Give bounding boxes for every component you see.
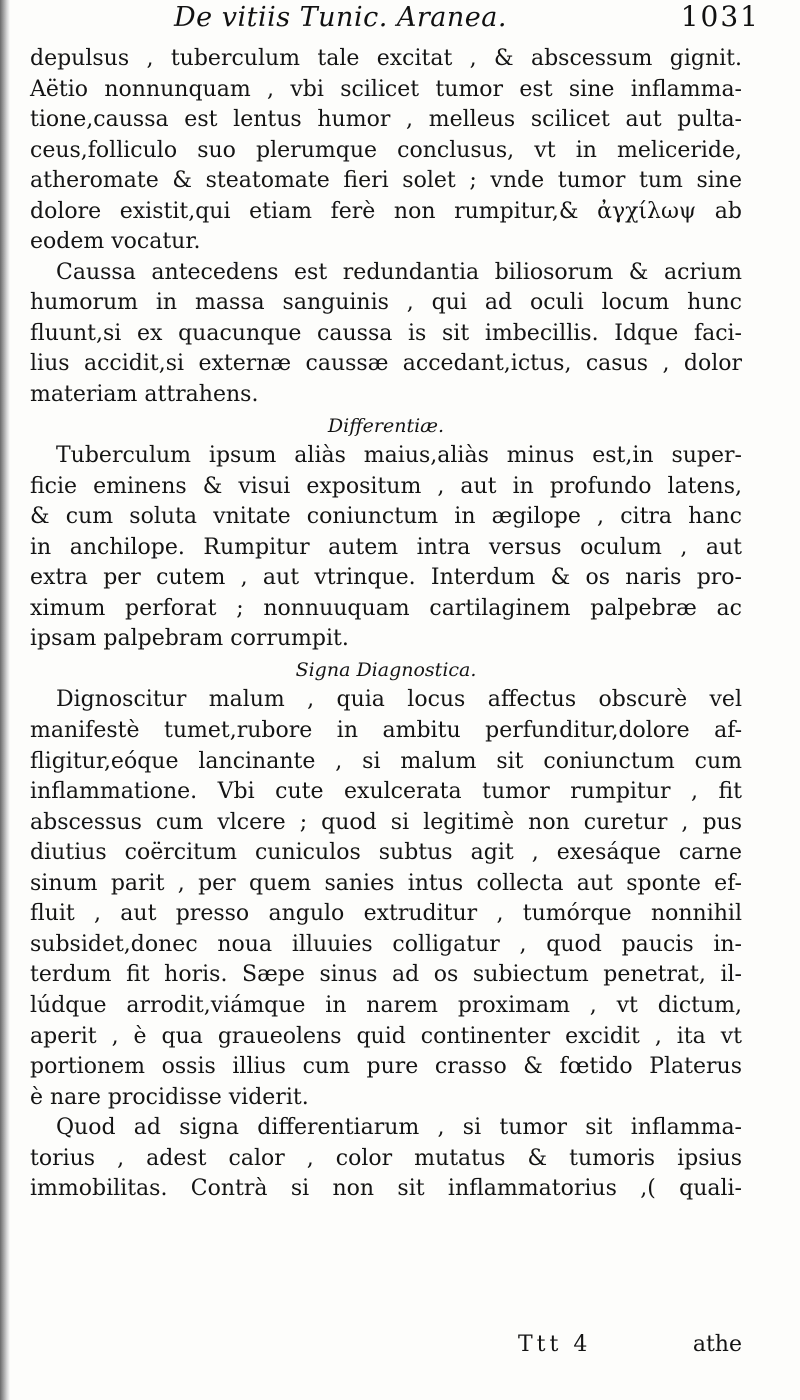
text-line: & cum soluta vnitate coniunctum in ægilope , citra hanc <box>30 504 742 530</box>
text-line: tione,caussa est lentus humor , melleus scilicet aut pulta- <box>30 107 742 133</box>
text-line: inflammatione. Vbi cute exulcerata tumor rumpitur , fit <box>30 779 742 805</box>
text-line: fligitur,eóque lancinante , si malum sit coniunctum cum <box>30 748 742 774</box>
signature-mark: Ttt 4 <box>518 1332 592 1357</box>
running-head: De vitiis Tunic. Aranea. <box>174 2 507 33</box>
text-line: Caussa antecedens est redundantia biliosorum & acrium <box>56 259 742 285</box>
text-line: ximum perforat ; nonnuuquam cartilaginem palpebræ ac <box>30 595 742 621</box>
text-line: fluunt,si ex quacunque caussa is sit imbecillis. Idque faci- <box>30 320 742 346</box>
text-line: diutius coërcitum cuniculos subtus agit , exesáque carne <box>30 840 742 866</box>
text-line: ipsam palpebram corrumpit. <box>30 626 349 652</box>
text-line: immobilitas. Contrà si non sit inflammatorius ,( quali- <box>30 1176 742 1202</box>
text-line: subsidet,donec noua illuuies colligatur , quod paucis in- <box>30 931 742 957</box>
paragraph <box>30 44 742 258</box>
text-line: materiam attrahens. <box>30 382 259 408</box>
page-header <box>160 0 760 40</box>
text-line: lúdque arrodit,viámque in narem proximam , vt dictum, <box>30 992 742 1018</box>
text-line: extra per cutem , aut vtrinque. Interdum & os naris pro- <box>30 565 742 591</box>
text-line: ceus,folliculo suo plerumque conclusus, vt in meliceride, <box>30 137 742 163</box>
paragraph <box>30 441 742 655</box>
text-line: Dignoscitur malum , quia locus affectus obscurè vel <box>56 687 742 713</box>
text-line: atheromate & steatomate fieri solet ; vnde tumor tum sine <box>30 168 742 194</box>
text-line: aperit , è qua graueolens quid continenter excidit , ita vt <box>30 1023 742 1049</box>
paragraph <box>30 1113 742 1205</box>
text-line: fluit , aut presso angulo extruditur , tumórque nonnihil <box>30 901 742 927</box>
page-footer <box>30 1332 742 1368</box>
text-line: manifestè tumet,rubore in ambitu perfunditur,dolore af- <box>30 718 742 744</box>
text-line: Aëtio nonnunquam , vbi scilicet tumor est sine inflamma- <box>30 76 742 102</box>
text-line: depulsus , tuberculum tale excitat , & abscessum gignit. <box>30 46 742 71</box>
text-line: Tuberculum ipsum aliàs maius,aliàs minus est,in super- <box>56 443 742 469</box>
paragraph <box>30 258 742 411</box>
text-line: torius , adest calor , color mutatus & tumoris ipsius <box>30 1145 742 1171</box>
section-heading: Signa Diagnostica. <box>295 658 477 681</box>
page-gutter-shadow <box>0 0 10 1400</box>
text-line: dolore existit,qui etiam ferè non rumpitur,& ἀγχίλωψ ab <box>30 198 742 224</box>
text-line: humorum in massa sanguinis , qui ad oculi locum hunc <box>30 290 742 316</box>
text-line: in anchilope. Rumpitur autem intra versus oculum , aut <box>30 534 742 560</box>
text-line: sinum parit , per quem sanies intus collecta aut sponte ef- <box>30 870 742 896</box>
paragraph <box>30 685 742 1113</box>
text-line: è nare procidisse viderit. <box>30 1084 309 1110</box>
text-line: ficie eminens & visui expositum , aut in profundo latens, <box>30 473 742 499</box>
catchword: athe <box>692 1332 742 1357</box>
text-line: terdum fit horis. Sæpe sinus ad os subiectum penetrat, il- <box>30 962 742 988</box>
text-line: lius accidit,si externæ caussæ accedant,ictus, casus , dolor <box>30 351 742 377</box>
text-line: Quod ad signa differentiarum , si tumor sit inflamma- <box>56 1115 742 1141</box>
page-number: 1031 <box>680 0 760 33</box>
text-line: portionem ossis illius cum pure crasso & fœtido Platerus <box>30 1054 742 1080</box>
section-heading: Differentiæ. <box>327 414 445 437</box>
main-text <box>30 44 742 1205</box>
text-line: abscessus cum vlcere ; quod si legitimè non curetur , pus <box>30 809 742 835</box>
text-line: eodem vocatur. <box>30 229 201 255</box>
